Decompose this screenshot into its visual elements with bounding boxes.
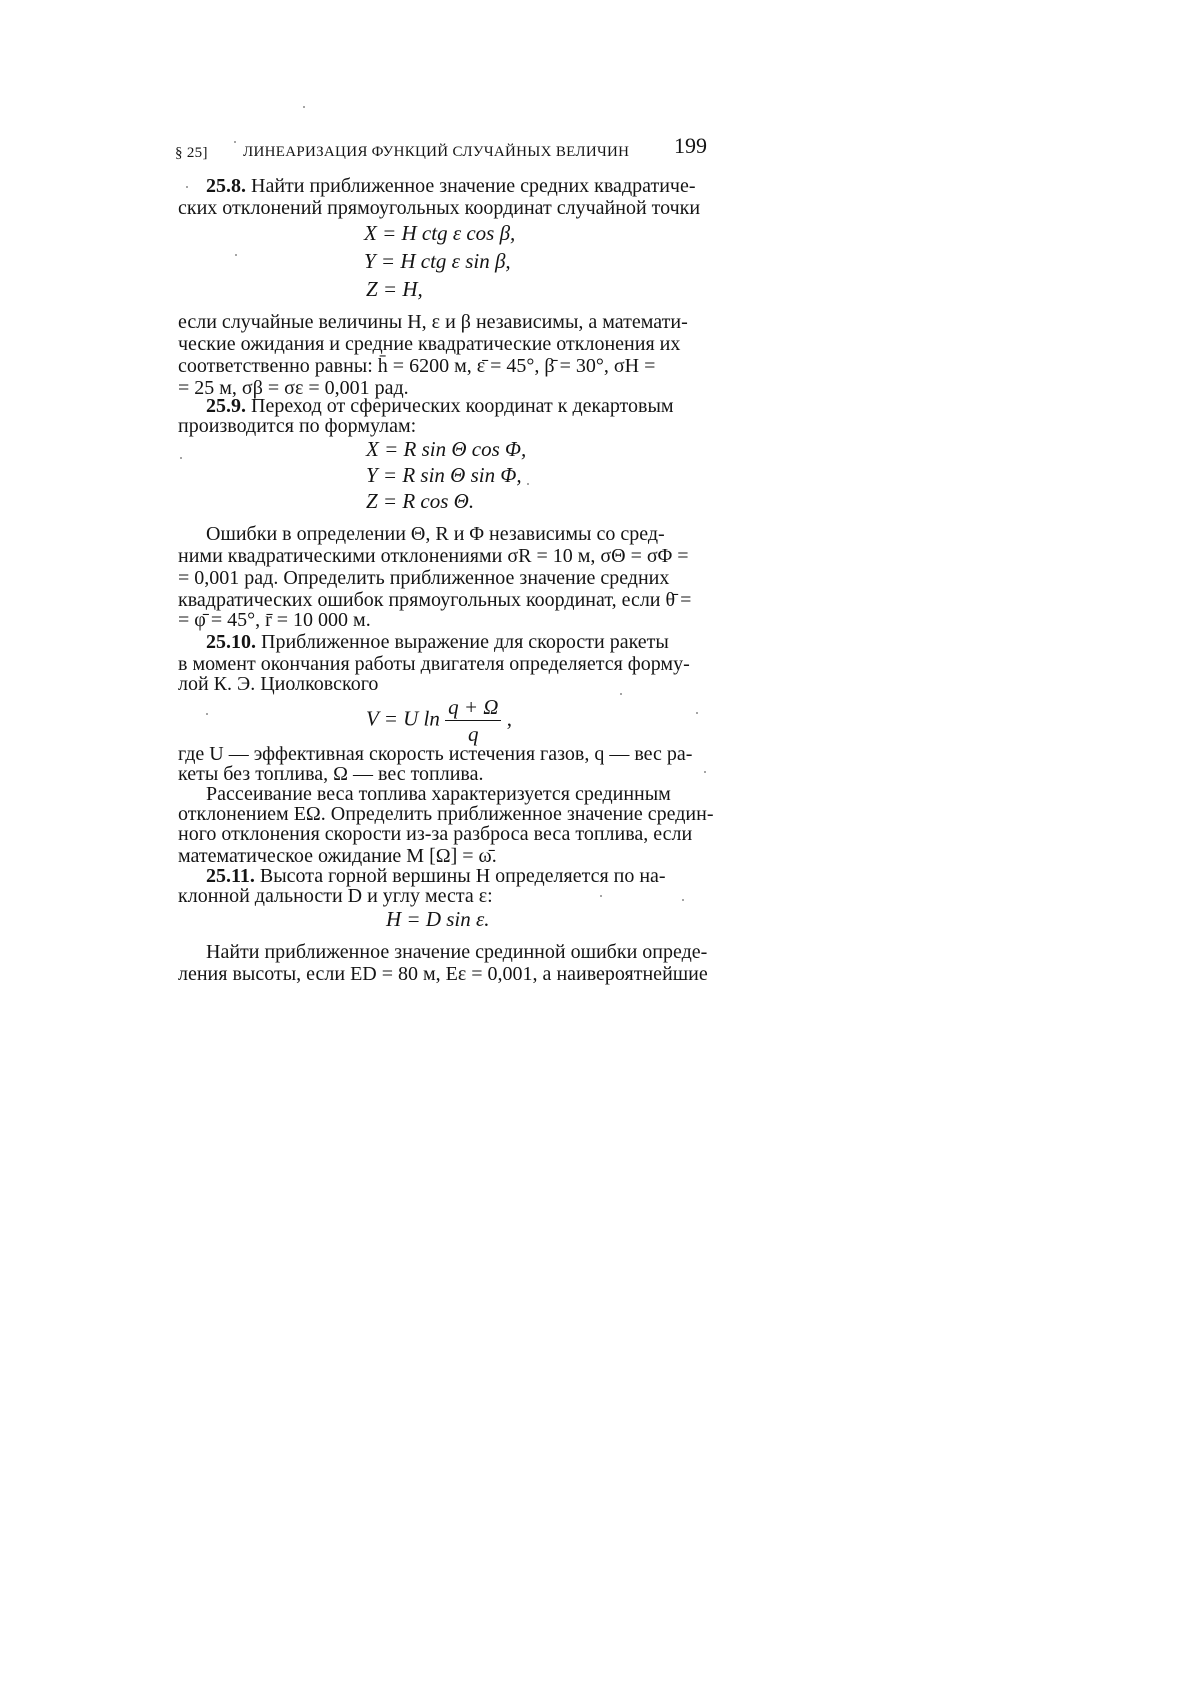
problem-25-10-line-5: кеты без топлива, Ω — вес топлива. bbox=[178, 763, 484, 785]
problem-25-8-line-3: если случайные величины H, ε и β независимы, а математи- bbox=[178, 311, 688, 333]
formula-z: Z = H, bbox=[366, 277, 423, 301]
problem-number: 25.11. bbox=[206, 865, 255, 887]
problem-25-11-line-2: клонной дальности D и углу места ε: bbox=[178, 885, 493, 907]
scan-speck bbox=[620, 693, 622, 695]
scan-speck bbox=[206, 713, 208, 715]
scan-speck bbox=[682, 899, 684, 901]
fraction-denominator: q bbox=[468, 722, 479, 746]
section-marker: § 25] bbox=[175, 145, 208, 161]
scan-speck bbox=[303, 106, 305, 108]
problem-25-10-line-9: математическое ожидание M [Ω] = ω̄. bbox=[178, 845, 497, 867]
formula-y: Y = H ctg ε sin β, bbox=[364, 249, 511, 273]
problem-25-8-line-4: ческие ожидания и средние квадратические отклонения их bbox=[178, 333, 681, 355]
problem-25-9-line-6: квадратических ошибок прямоугольных координат, если θ̄ = bbox=[178, 589, 692, 611]
problem-25-8-line-2: ских отклонений прямоугольных координат случайной точки bbox=[178, 197, 701, 219]
scan-speck bbox=[186, 186, 188, 188]
problem-25-8-line-6: = 25 м, σβ = σε = 0,001 рад. bbox=[178, 377, 409, 399]
problem-25-9-line-4: ними квадратическими отклонениями σR = 10 м, σΘ = σΦ = bbox=[178, 545, 689, 567]
page-number: 199 bbox=[674, 133, 707, 158]
problem-text: Найти приближенное значение средних квадратиче- bbox=[251, 175, 696, 197]
formula-x: X = H ctg ε cos β, bbox=[364, 221, 516, 245]
problem-25-10-line-4: где U — эффективная скорость истечения газов, q — вес ра- bbox=[178, 743, 693, 765]
problem-25-9-line-2: производится по формулам: bbox=[178, 415, 417, 437]
problem-25-9-line-7: = φ̄ = 45°, r̄ = 10 000 м. bbox=[178, 609, 371, 631]
formula-tail: , bbox=[506, 706, 512, 731]
fraction bbox=[445, 694, 501, 747]
formula-x-spherical: X = R sin Θ cos Φ, bbox=[366, 437, 527, 461]
scan-speck bbox=[704, 771, 706, 773]
formula-z-spherical: Z = R cos Θ. bbox=[366, 489, 475, 513]
problem-25-10-line-2: в момент окончания работы двигателя определяется форму- bbox=[178, 653, 690, 675]
formula-y-spherical: Y = R sin Θ sin Φ, bbox=[366, 463, 522, 487]
problem-text: Приближенное выражение для скорости ракеты bbox=[261, 631, 669, 653]
problem-number: 25.8. bbox=[206, 175, 246, 197]
problem-25-8-line-1 bbox=[206, 174, 696, 198]
running-title: ЛИНЕАРИЗАЦИЯ ФУНКЦИЙ СЛУЧАЙНЫХ ВЕЛИЧИН bbox=[243, 144, 630, 160]
problem-25-10-line-1 bbox=[206, 630, 669, 654]
scan-speck bbox=[696, 712, 698, 714]
problem-25-10-line-6: Рассеивание веса топлива характеризуется срединным bbox=[206, 783, 671, 805]
formula-tsiolkovsky bbox=[366, 694, 512, 747]
problem-number: 25.9. bbox=[206, 395, 246, 417]
problem-text: Переход от сферических координат к декартовым bbox=[251, 395, 674, 417]
problem-25-11-line-3: Найти приближенное значение срединной ошибки опреде- bbox=[206, 941, 708, 963]
scan-speck bbox=[235, 254, 237, 256]
scan-speck bbox=[180, 457, 182, 459]
scan-speck bbox=[234, 141, 236, 143]
scan-speck bbox=[527, 483, 529, 485]
problem-25-9-line-5: = 0,001 рад. Определить приближенное значение средних bbox=[178, 567, 670, 589]
problem-number: 25.10. bbox=[206, 631, 256, 653]
formula-lhs: V = U ln bbox=[366, 706, 440, 731]
problem-25-8-line-5: соответственно равны: h̄ = 6200 м, ε̄ = 45°, β̄ = 30°, σH = bbox=[178, 355, 656, 377]
formula-height: H = D sin ε. bbox=[386, 907, 490, 931]
fraction-numerator: q + Ω bbox=[445, 694, 501, 721]
problem-25-9-line-3: Ошибки в определении Θ, R и Φ независимы со сред- bbox=[206, 523, 665, 545]
problem-25-10-line-8: ного отклонения скорости из-за разброса веса топлива, если bbox=[178, 823, 693, 845]
problem-25-10-line-7: отклонением EΩ. Определить приближенное значение средин- bbox=[178, 803, 714, 825]
scan-speck bbox=[600, 895, 602, 897]
problem-text: Высота горной вершины H определяется по на- bbox=[259, 865, 666, 887]
problem-25-11-line-4: ления высоты, если ED = 80 м, Eε = 0,001, а наивероятнейшие bbox=[178, 963, 708, 985]
problem-25-10-line-3: лой К. Э. Циолковского bbox=[178, 673, 379, 695]
